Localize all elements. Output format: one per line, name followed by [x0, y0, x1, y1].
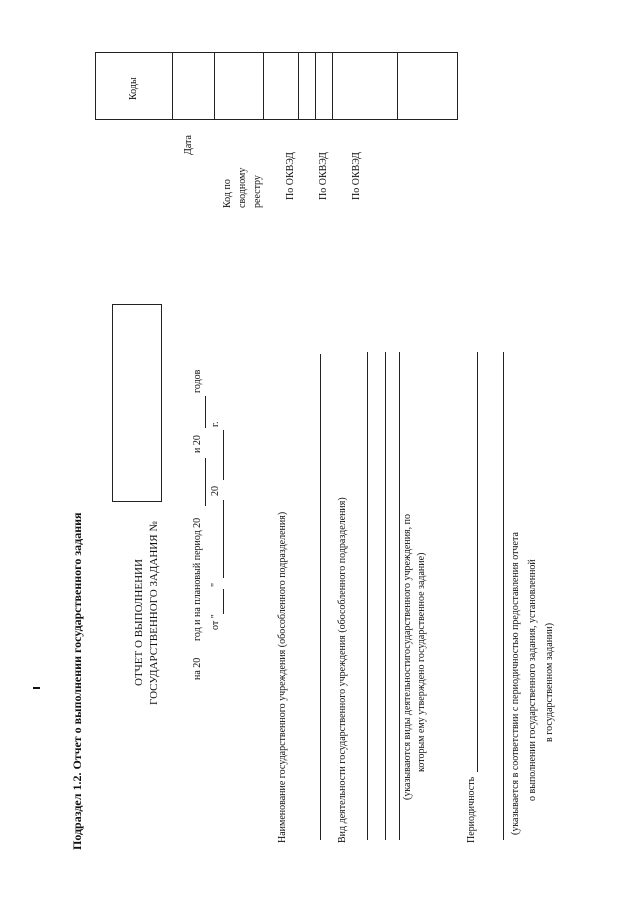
- codes-date-label: Дата: [183, 135, 194, 155]
- periodicity-note-line2: о выполнении государственного задания, установленной: [527, 559, 538, 801]
- codes-registry-line1: Код по: [222, 179, 233, 208]
- codes-table: [95, 52, 458, 120]
- codes-col-divider-5: [315, 53, 316, 119]
- codes-col-divider-6: [332, 53, 333, 119]
- date-month-field[interactable]: [223, 500, 224, 578]
- codes-okved-1: По ОКВЭД: [285, 152, 296, 200]
- date-year-field[interactable]: [223, 430, 224, 480]
- activity-field-1[interactable]: [367, 352, 368, 840]
- report-title-line2: ГОСУДАРСТВЕННОГО ЗАДАНИЯ №: [148, 521, 160, 705]
- codes-col-divider-4: [298, 53, 299, 119]
- section-title: Подраздел 1.2. Отчет о выполнении государственного задания: [70, 512, 84, 850]
- codes-col-divider-2: [214, 53, 215, 119]
- periodicity-note-line3: в государственном задании): [544, 622, 555, 742]
- institution-label: Наименование государственного учреждения (обособленного подразделения): [277, 511, 288, 843]
- codes-col-divider-3: [263, 53, 264, 119]
- report-title-line1: ОТЧЕТ О ВЫПОЛНЕНИИ: [133, 559, 145, 686]
- period-godov: годов: [192, 369, 203, 393]
- codes-okved-3: По ОКВЭД: [351, 152, 362, 200]
- codes-col-divider-1: [172, 53, 173, 119]
- date-quote: ": [210, 582, 221, 587]
- margin-mark: [33, 687, 40, 689]
- activity-note-line2: которым ему утверждено государственное задание): [416, 552, 427, 772]
- date-g: г.: [210, 421, 221, 427]
- institution-name-field[interactable]: [320, 354, 321, 840]
- date-ot: от ": [210, 614, 221, 630]
- period-god-plan: год и на плановый период 20: [192, 517, 203, 641]
- periodicity-bottom-line: [503, 352, 504, 840]
- codes-header: Коды: [128, 77, 139, 100]
- period-na20: на 20: [192, 657, 203, 680]
- codes-registry-line3: реестру: [252, 175, 263, 208]
- activity-note-line1: (указываются виды деятельностигосударственного учреждения, по: [402, 514, 413, 800]
- codes-col-divider-7: [397, 53, 398, 119]
- activity-field-3[interactable]: [399, 352, 400, 840]
- period-i20: и 20: [192, 435, 203, 453]
- periodicity-note-line1: (указывается в соответствии с периодичностью предоставления отчета: [510, 532, 521, 835]
- period-year2-field[interactable]: [205, 396, 206, 428]
- date-year20: 20: [210, 486, 221, 496]
- codes-registry-line2: сводному: [237, 167, 248, 208]
- codes-okved-2: По ОКВЭД: [318, 152, 329, 200]
- period-year1-field[interactable]: [205, 458, 206, 506]
- activity-field-2[interactable]: [385, 352, 386, 840]
- activity-label: Вид деятельности государственного учреждения (обособленного подразделения): [337, 497, 348, 843]
- periodicity-field[interactable]: [477, 352, 478, 772]
- periodicity-label: Периодичность: [466, 776, 477, 843]
- report-number-field[interactable]: [112, 304, 162, 502]
- date-day-field[interactable]: [223, 589, 224, 614]
